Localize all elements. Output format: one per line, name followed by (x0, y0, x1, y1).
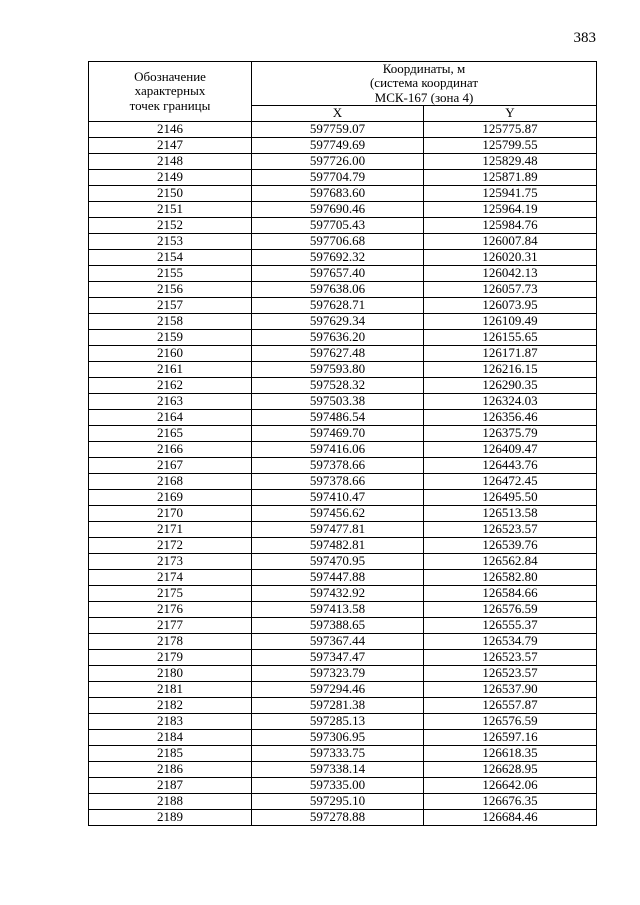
table-row (89, 457, 597, 473)
table-row (89, 441, 597, 457)
point-id-cell: 2163 (89, 393, 252, 409)
point-id-cell: 2168 (89, 473, 252, 489)
table-row (89, 473, 597, 489)
point-id-cell: 2170 (89, 505, 252, 521)
table-body (89, 121, 597, 825)
coords-header-line: (система координат (369, 75, 479, 91)
table-row (89, 137, 597, 153)
y-coord-cell: 126513.58 (424, 505, 597, 521)
table-row (89, 681, 597, 697)
x-coord-cell: 597482.81 (252, 537, 424, 553)
table-row (89, 793, 597, 809)
y-column-header: Y (424, 105, 597, 121)
y-coord-cell: 126171.87 (424, 345, 597, 361)
y-coord-cell: 126523.57 (424, 649, 597, 665)
point-id-cell: 2181 (89, 681, 252, 697)
point-id-cell: 2158 (89, 313, 252, 329)
point-id-cell: 2157 (89, 297, 252, 313)
point-id-cell: 2164 (89, 409, 252, 425)
table-row (89, 409, 597, 425)
x-coord-cell: 597306.95 (252, 729, 424, 745)
x-coord-cell: 597294.46 (252, 681, 424, 697)
y-coord-cell: 126537.90 (424, 681, 597, 697)
x-coord-cell: 597278.88 (252, 809, 424, 825)
y-coord-cell: 125964.19 (424, 201, 597, 217)
x-column-header: X (252, 105, 424, 121)
table-row (89, 169, 597, 185)
x-coord-cell: 597388.65 (252, 617, 424, 633)
x-coord-cell: 597469.70 (252, 425, 424, 441)
x-coord-cell: 597726.00 (252, 153, 424, 169)
x-coord-cell: 597378.66 (252, 457, 424, 473)
table-row (89, 153, 597, 169)
point-id-cell: 2153 (89, 233, 252, 249)
y-coord-cell: 126472.45 (424, 473, 597, 489)
x-coord-cell: 597706.68 (252, 233, 424, 249)
table-row (89, 425, 597, 441)
x-coord-cell: 597704.79 (252, 169, 424, 185)
point-id-cell: 2179 (89, 649, 252, 665)
point-id-cell: 2154 (89, 249, 252, 265)
x-coord-cell: 597692.32 (252, 249, 424, 265)
table-row (89, 601, 597, 617)
point-id-cell: 2152 (89, 217, 252, 233)
x-coord-cell: 597705.43 (252, 217, 424, 233)
point-id-cell: 2146 (89, 121, 252, 137)
point-header-line: Обозначение (134, 69, 206, 84)
x-coord-cell: 597285.13 (252, 713, 424, 729)
x-coord-cell: 597416.06 (252, 441, 424, 457)
y-coord-cell: 126557.87 (424, 697, 597, 713)
table-row (89, 713, 597, 729)
x-coord-cell: 597410.47 (252, 489, 424, 505)
y-coord-cell: 125799.55 (424, 137, 597, 153)
coords-header-line: Координаты, м (382, 61, 466, 76)
y-coord-cell: 126584.66 (424, 585, 597, 601)
table-row (89, 121, 597, 137)
table-row (89, 777, 597, 793)
y-coord-cell: 126057.73 (424, 281, 597, 297)
y-coord-cell: 125941.75 (424, 185, 597, 201)
y-coord-cell: 126042.13 (424, 265, 597, 281)
point-id-cell: 2151 (89, 201, 252, 217)
y-coord-cell: 125775.87 (424, 121, 597, 137)
x-coord-cell: 597593.80 (252, 361, 424, 377)
point-id-cell: 2187 (89, 777, 252, 793)
y-coord-cell: 126684.46 (424, 809, 597, 825)
table-row (89, 313, 597, 329)
table-row (89, 233, 597, 249)
x-coord-cell: 597690.46 (252, 201, 424, 217)
point-header-line: характерных (134, 83, 206, 99)
coordinates-table (88, 61, 597, 826)
point-id-cell: 2176 (89, 601, 252, 617)
table-row (89, 297, 597, 313)
y-coord-cell: 126356.46 (424, 409, 597, 425)
y-coord-cell: 126216.15 (424, 361, 597, 377)
y-coord-cell: 126618.35 (424, 745, 597, 761)
page-number: 383 (573, 30, 596, 46)
x-coord-cell: 597528.32 (252, 377, 424, 393)
table-row (89, 361, 597, 377)
point-id-cell: 2165 (89, 425, 252, 441)
point-id-cell: 2172 (89, 537, 252, 553)
table-row (89, 553, 597, 569)
x-coord-cell: 597628.71 (252, 297, 424, 313)
y-coord-cell: 126562.84 (424, 553, 597, 569)
x-coord-cell: 597657.40 (252, 265, 424, 281)
x-coord-cell: 597477.81 (252, 521, 424, 537)
table-row (89, 489, 597, 505)
point-id-cell: 2160 (89, 345, 252, 361)
table-row (89, 249, 597, 265)
y-coord-cell: 126007.84 (424, 233, 597, 249)
point-id-cell: 2180 (89, 665, 252, 681)
table-row (89, 217, 597, 233)
table-row (89, 633, 597, 649)
x-coord-cell: 597281.38 (252, 697, 424, 713)
point-id-cell: 2149 (89, 169, 252, 185)
point-id-cell: 2155 (89, 265, 252, 281)
table-header (89, 62, 597, 122)
x-coord-cell: 597347.47 (252, 649, 424, 665)
y-coord-cell: 126409.47 (424, 441, 597, 457)
table-row (89, 729, 597, 745)
table-row (89, 617, 597, 633)
table-row (89, 649, 597, 665)
y-coord-cell: 126290.35 (424, 377, 597, 393)
table-row (89, 377, 597, 393)
table-row (89, 393, 597, 409)
table-row (89, 665, 597, 681)
x-coord-cell: 597683.60 (252, 185, 424, 201)
table-row (89, 521, 597, 537)
point-id-cell: 2166 (89, 441, 252, 457)
point-id-cell: 2161 (89, 361, 252, 377)
table-row (89, 345, 597, 361)
point-id-cell: 2167 (89, 457, 252, 473)
x-coord-cell: 597627.48 (252, 345, 424, 361)
point-id-cell: 2162 (89, 377, 252, 393)
x-coord-cell: 597367.44 (252, 633, 424, 649)
x-coord-cell: 597413.58 (252, 601, 424, 617)
point-header-line: точек границы (129, 97, 211, 113)
x-coord-cell: 597759.07 (252, 121, 424, 137)
point-id-cell: 2156 (89, 281, 252, 297)
table-row (89, 281, 597, 297)
y-coord-cell: 126324.03 (424, 393, 597, 409)
table-row (89, 745, 597, 761)
table-row (89, 569, 597, 585)
x-coord-cell: 597486.54 (252, 409, 424, 425)
y-coord-cell: 126523.57 (424, 521, 597, 537)
point-id-cell: 2171 (89, 521, 252, 537)
y-coord-cell: 126555.37 (424, 617, 597, 633)
y-coord-cell: 126495.50 (424, 489, 597, 505)
table-row (89, 537, 597, 553)
y-coord-cell: 126642.06 (424, 777, 597, 793)
y-coord-cell: 126576.59 (424, 601, 597, 617)
point-id-cell: 2178 (89, 633, 252, 649)
y-coord-cell: 126443.76 (424, 457, 597, 473)
point-id-cell: 2183 (89, 713, 252, 729)
y-coord-cell: 126676.35 (424, 793, 597, 809)
x-coord-cell: 597338.14 (252, 761, 424, 777)
x-coord-cell: 597447.88 (252, 569, 424, 585)
point-id-cell: 2159 (89, 329, 252, 345)
point-id-cell: 2182 (89, 697, 252, 713)
point-id-cell: 2169 (89, 489, 252, 505)
point-id-cell: 2177 (89, 617, 252, 633)
point-id-cell: 2185 (89, 745, 252, 761)
y-coord-cell: 126582.80 (424, 569, 597, 585)
x-coord-cell: 597333.75 (252, 745, 424, 761)
table-row (89, 185, 597, 201)
table-row (89, 201, 597, 217)
point-id-cell: 2150 (89, 185, 252, 201)
y-coord-cell: 125984.76 (424, 217, 597, 233)
x-coord-cell: 597470.95 (252, 553, 424, 569)
y-coord-cell: 126109.49 (424, 313, 597, 329)
x-coord-cell: 597335.00 (252, 777, 424, 793)
y-coord-cell: 126155.65 (424, 329, 597, 345)
table-row (89, 697, 597, 713)
coords-header-line: МСК-167 (зона 4) (374, 89, 474, 105)
y-coord-cell: 126628.95 (424, 761, 597, 777)
point-column-header (89, 62, 252, 122)
table-row (89, 809, 597, 825)
x-coord-cell: 597323.79 (252, 665, 424, 681)
point-id-cell: 2175 (89, 585, 252, 601)
y-coord-cell: 126576.59 (424, 713, 597, 729)
x-coord-cell: 597295.10 (252, 793, 424, 809)
table-row (89, 265, 597, 281)
table-row (89, 585, 597, 601)
point-id-cell: 2147 (89, 137, 252, 153)
point-id-cell: 2173 (89, 553, 252, 569)
y-coord-cell: 126020.31 (424, 249, 597, 265)
x-coord-cell: 597629.34 (252, 313, 424, 329)
y-coord-cell: 125829.48 (424, 153, 597, 169)
x-coord-cell: 597456.62 (252, 505, 424, 521)
x-coord-cell: 597378.66 (252, 473, 424, 489)
point-id-cell: 2174 (89, 569, 252, 585)
table-row (89, 505, 597, 521)
point-id-cell: 2189 (89, 809, 252, 825)
x-coord-cell: 597503.38 (252, 393, 424, 409)
point-id-cell: 2188 (89, 793, 252, 809)
point-id-cell: 2148 (89, 153, 252, 169)
x-coord-cell: 597749.69 (252, 137, 424, 153)
x-coord-cell: 597638.06 (252, 281, 424, 297)
y-coord-cell: 126523.57 (424, 665, 597, 681)
x-coord-cell: 597636.20 (252, 329, 424, 345)
table-row (89, 761, 597, 777)
y-coord-cell: 126597.16 (424, 729, 597, 745)
x-coord-cell: 597432.92 (252, 585, 424, 601)
y-coord-cell: 125871.89 (424, 169, 597, 185)
point-id-cell: 2186 (89, 761, 252, 777)
y-coord-cell: 126539.76 (424, 537, 597, 553)
y-coord-cell: 126375.79 (424, 425, 597, 441)
point-id-cell: 2184 (89, 729, 252, 745)
y-coord-cell: 126534.79 (424, 633, 597, 649)
y-coord-cell: 126073.95 (424, 297, 597, 313)
table-row (89, 329, 597, 345)
coords-column-header (252, 62, 597, 106)
